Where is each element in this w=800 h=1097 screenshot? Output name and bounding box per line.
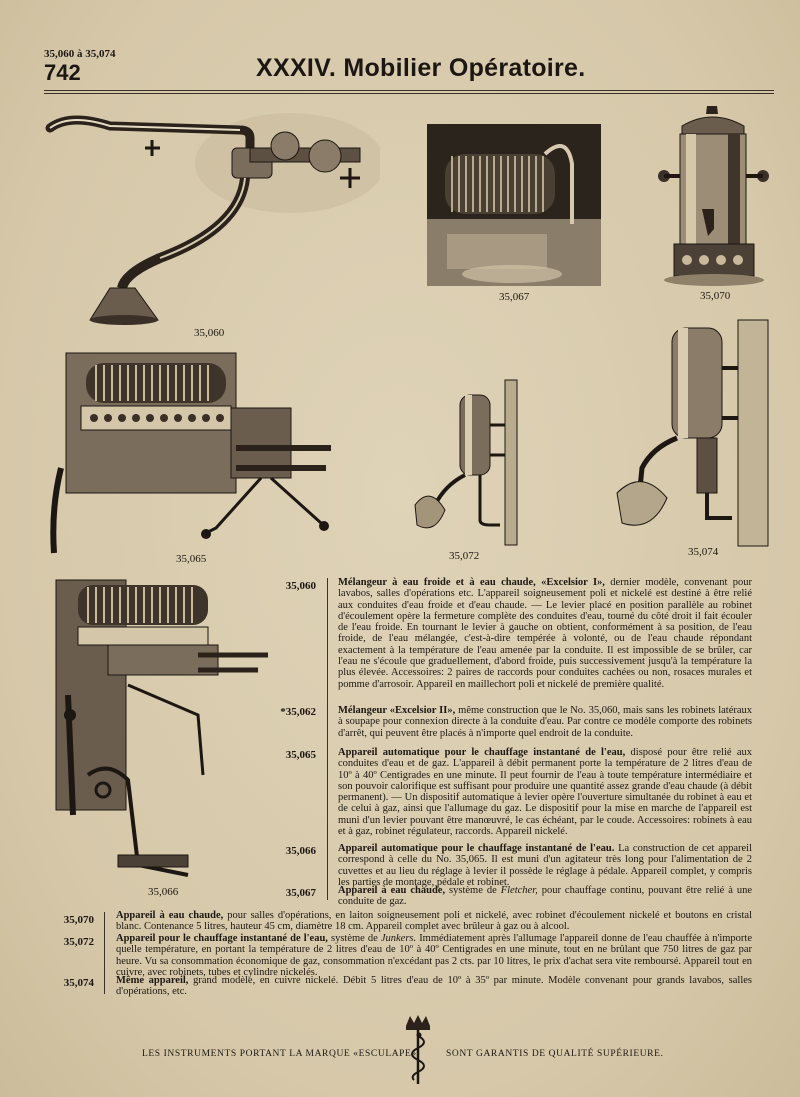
entry-system-name: Junkers. [380,933,417,944]
entry-text: même construction que le No. 35,060, mais sans les robinets latéraux à soupape pour connexion directe à la conduite d'eau. Par contre ce modèle comporte des robinets d'arrêt, qui peuvent être placés à n'importe quel endroit de la conduite. [338,705,753,739]
page-title: XXXIV. Mobilier Opératoire. [256,54,586,82]
item-number: 35,067 [285,887,316,899]
column-divider [327,578,328,900]
esculape-caduceus-logo [400,1014,436,1086]
figure-caption: 35,067 [499,291,530,303]
entry-name: Appareil automatique pour le chauffage instantané de l'eau, [338,747,626,758]
item-range: 35,060 à 35,074 [44,48,116,60]
entry-35060 [338,577,752,705]
pedal-heater-illustration [48,575,278,885]
entry-name: Appareil à eau chaude, [338,885,446,896]
item-number: 35,066 [285,845,316,857]
entry-text: grand modèle, en cuivre nickelé. Débit 5 litres d'eau de 10º à 35º par minute. Modèle convenant pour grands lavabos, salles d'opérations, etc. [116,975,753,998]
figure-caption: 35,072 [449,550,480,562]
junkers-heater-large-illustration [612,318,772,548]
item-number: 35,070 [63,914,94,926]
header-rule [44,90,774,91]
entry-35074 [116,975,752,999]
entry-name: Appareil pour le chauffage instantané de l'eau, [116,933,328,944]
mixer-faucet-illustration [40,108,380,333]
entry-35066 [338,843,753,888]
entry-text: dernier modèle, convenant pour lavabos, salles d'opérations etc. L'appareil soigneusement poli et nickelé est destiné à être relié aux conduites d'eau froide et d'eau chaude. — Le levier placé en position parallèle au robinet d'écoulement opère la fermeture complète des conduites d'eau, tourné du côté droit il fait écouler de l'eau froide. En tournant le levier à gauche on obtient, conformément à sa position, de l'eau froide, de l'eau mélangée, c'est-à-dire tempérée à volonté, ou de l'eau chaude répondant exactement à la température de l'eau amenée par la conduite. Il est impossible de se brûler, car l'eau ne s'écoule que graduellement, d'abord froide, puis successivement jusqu'à la température la plus élevée. Accessoires: 2 paires de raccords pour conduites cachées ou non, rosaces murales et pomme d'arrosoir. Appareil en maillechort poli et nickelé de première qualité. [338,577,752,690]
item-number: 35,065 [285,749,316,761]
entry-35070 [116,910,752,934]
entry-text: pour chauffage continu, pouvant être relié à une conduite de gaz. [338,885,753,908]
figure-caption: 35,066 [148,886,179,898]
entry-system-name: Fletcher, [500,885,538,896]
entry-35062 [338,705,752,747]
entry-text-pre: système de [330,933,378,944]
entry-name: Appareil automatique pour le chauffage instantané de l'eau. [338,843,615,854]
entry-35067 [338,885,752,909]
entry-text: La construction de cet appareil correspond à celle du No. 35,065. Il est muni d'un agitateur très long pour l'alimentation de 2 cuvettes et au lieu du réglage à levier il possède le réglage à pédale. Appareil complet, y compris les parties de montage, pédale et robinet. [338,843,753,888]
header-rule-double [44,93,774,94]
urn-heater-illustration [652,104,777,290]
entry-text: Immédiatement après l'allumage l'appareil donne de l'eau chauffée à n'importe quelle température, en portant la température de 2 litres d'eau de 10º à 40º Centigrades en une minute, tout en ne brûlant que 750 litres de gaz par heure. Vu sa consommation économique de gaz, consommation n'excédant pas 2 cts. par 10 litres, le prix d'achat sera vite remboursé. Appareil tout en cuivre, avec robinets, tubes et cylindre nickelés. [116,933,752,978]
entry-name: Appareil à eau chaude, [116,910,224,921]
entry-name: Mélangeur à eau froide et à eau chaude, «Excelsior I», [338,577,605,588]
junkers-heater-small-illustration [405,375,525,550]
footer-left: LES INSTRUMENTS PORTANT LA MARQUE «ESCULAPE» [142,1049,417,1059]
item-number: *35,062 [280,706,316,718]
figure-caption: 35,065 [176,553,207,565]
entry-name: Mélangeur «Excelsior II», [338,705,456,716]
figure-caption: 35,074 [688,546,719,558]
automatic-heater-illustration [46,348,336,558]
entry-35065 [338,747,752,843]
entry-name: Même appareil, [116,975,189,986]
page-number: 742 [44,60,81,85]
entry-35072 [116,933,752,978]
footer-right: SONT GARANTIS DE QUALITÉ SUPÉRIEURE. [446,1049,664,1059]
entry-text: disposé pour être relié aux conduites d'eau et de gaz. L'appareil à débit permanent porte la température de 2 litres d'eau de 10º à 40º Centigrades en une minute. Il peut fournir de l'eau à toute température intermédiaire et son pouvoir calorifique est suffisant pour produire une quantité assez grande d'eau chaude (à débit permanent). — Un dispositif automatique à levier opère l'ouverture simultanée du robinet à eau et de celui à gaz, ainsi que l'allumage du gaz. Le dispositif pour la mise en marche de l'appareil est muni d'un levier pouvant être manœuvré, le cas échéant, par le coude. Accessoires: robinets à eau et à gaz, robinet régulateur, raccords. Appareil nickelé. [338,747,753,838]
entry-text-pre: système de [449,885,497,896]
column-divider [104,912,105,994]
item-number: 35,074 [63,977,94,989]
figure-caption: 35,070 [700,290,731,302]
figure-caption: 35,060 [194,327,225,339]
fletcher-heater-illustration [427,124,601,286]
item-number: 35,072 [63,936,94,948]
item-number: 35,060 [285,580,316,592]
entry-text: pour salles d'opérations, en laiton soigneusement poli et nickelé, avec robinet d'écoulement nickelé et boutons en cristal blanc. Contenance 5 litres, hauteur 45 cm, diamètre 18 cm. Appareil complet avec brûleur à gaz ou à alcool. [116,910,753,933]
